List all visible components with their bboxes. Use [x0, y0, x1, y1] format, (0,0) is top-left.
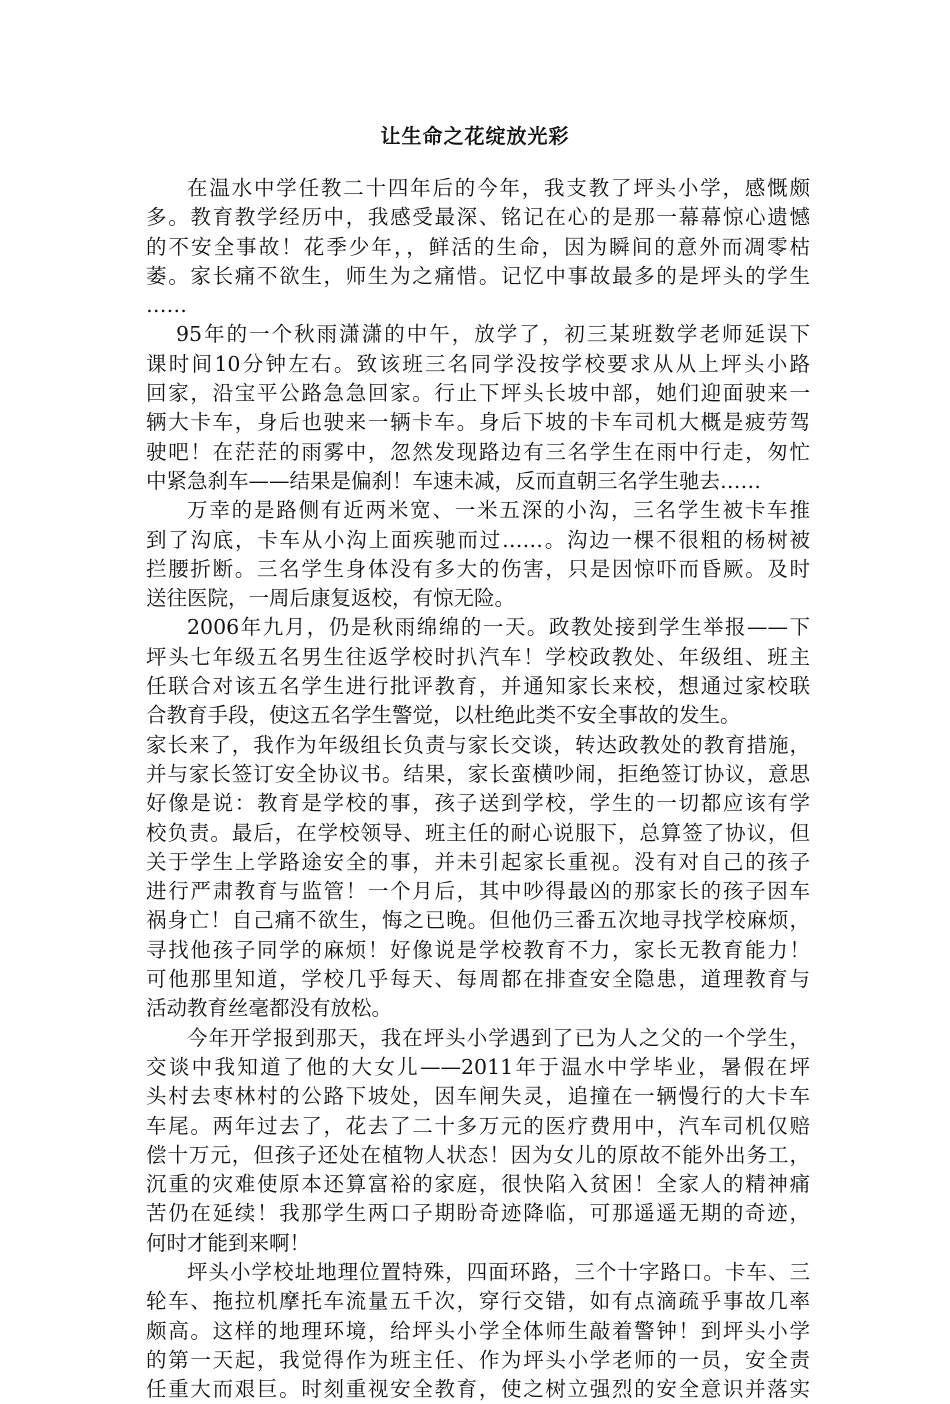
text-line: 任重大而艰巨。时刻重视安全教育，使之树立强烈的安全意识并落实: [146, 1377, 810, 1402]
text-line: 坪头七年级五名男生往返学校时扒汽车！学校政教处、年级组、班主: [146, 644, 810, 669]
text-line: 萎。家长痛不欲生，师生为之痛惜。记忆中事故最多的是坪头的学生: [146, 263, 810, 288]
text-line: 颇高。这样的地理环境，给坪头小学全体师生敲着警钟！到坪头小学: [146, 1318, 810, 1343]
text-line: 家长来了，我作为年级组长负责与家长交谈，转达政教处的教育措施，: [146, 732, 810, 757]
text-line: 校负责。最后，在学校领导、班主任的耐心说服下，总算签了协议，但: [146, 820, 810, 845]
text-line: 何时才能到来啊！: [146, 1230, 310, 1255]
text-line: 并与家长签订安全协议书。结果，家长蛮横吵闹，拒绝签订协议，意思: [146, 761, 810, 786]
text-line: 课时间10分钟左右。致该班三名同学没按学校要求从从上坪头小路: [146, 351, 810, 376]
text-line: 辆大卡车，身后也驶来一辆卡车。身后下坡的卡车司机大概是疲劳驾: [146, 410, 810, 435]
text-line: 进行严肃教育与监管！一个月后，其中吵得最凶的那家长的孩子因车: [146, 879, 810, 904]
text-line: 寻找他孩子同学的麻烦！好像说是学校教育不力，家长无教育能力！: [146, 937, 810, 962]
text-line: 活动教育丝毫都没有放松。: [146, 996, 392, 1021]
document-title: 让生命之花绽放光彩: [380, 124, 570, 148]
document-body: [146, 174, 810, 1404]
text-line: 车尾。两年过去了，花去了二十多万元的医疗费用中，汽车司机仅赔: [146, 1113, 810, 1138]
text-line: 在温水中学任教二十四年后的今年，我支教了坪头小学，感慨颇: [187, 176, 810, 200]
text-line: 拦腰折断。三名学生身体没有多大的伤害，只是因惊吓而昏厥。及时: [146, 556, 810, 581]
text-line: 今年开学报到那天，我在坪头小学遇到了已为人之父的一个学生，: [187, 1025, 810, 1050]
text-line: 好像是说：教育是学校的事，孩子送到学校，学生的一切都应该有学: [146, 791, 810, 816]
text-line: 送往医院，一周后康复返校，有惊无险。: [146, 586, 515, 611]
text-line: 万幸的是路侧有近两米宽、一米五深的小沟，三名学生被卡车推: [187, 498, 810, 523]
text-line: 2006年九月，仍是秋雨绵绵的一天。政教处接到学生举报——下: [187, 615, 810, 640]
text-line: 交谈中我知道了他的大女儿——2011年于温水中学毕业，暑假在坪: [146, 1054, 810, 1079]
text-line: 的第一天起，我觉得作为班主任、作为坪头小学老师的一员，安全责: [146, 1347, 810, 1372]
text-line: 苦仍在延续！我那学生两口子期盼奇迹降临，可那遥遥无期的奇迹，: [146, 1201, 810, 1226]
text-line: 坪头小学校址地理位置特殊，四面环路，三个十字路口。卡车、三: [187, 1259, 810, 1284]
text-line: 可他那里知道，学校几乎每天、每周都在排查安全隐患，道理教育与: [146, 967, 810, 992]
text-line: 祸身亡！自己痛不欲生，悔之已晚。但他仍三番五次地寻找学校麻烦，: [146, 908, 810, 933]
text-line: 的不安全事故！花季少年，，鲜活的生命，因为瞬间的意外而凋零枯: [146, 234, 810, 259]
text-line: 关于学生上学路途安全的事，并未引起家长重视。没有对自己的孩子: [146, 849, 810, 874]
text-line: 驶吧！在茫茫的雨雾中，忽然发现路边有三名学生在雨中行走，匆忙: [146, 439, 810, 464]
text-line: 沉重的灾难使原本还算富裕的家庭，很快陷入贫困！全家人的精神痛: [146, 1172, 810, 1197]
text-line: 回家，沿宝平公路急急回家。行止下坪头长坡中部，她们迎面驶来一: [146, 381, 810, 406]
text-line: 偿十万元，但孩子还处在植物人状态！因为女儿的原故不能外出务工，: [146, 1142, 810, 1167]
text-line: ……: [146, 293, 187, 318]
text-line: 中紧急刹车——结果是偏刹！车速未减，反而直朝三名学生驰去……: [146, 468, 761, 493]
text-line: 轮车、拖拉机摩托车流量五千次，穿行交错，如有点滴疏乎事故几率: [146, 1289, 810, 1314]
text-line: 任联合对该五名学生进行批评教育，并通知家长来校，想通过家校联: [146, 674, 810, 699]
text-line: 到了沟底，卡车从小沟上面疾驰而过……。沟边一棵不很粗的杨树被: [146, 527, 810, 552]
text-line: 95年的一个秋雨潇潇的中午，放学了，初三某班数学老师延误下: [176, 322, 810, 347]
text-line: 头村去枣林村的公路下坡处，因车闸失灵，追撞在一辆慢行的大卡车: [146, 1084, 810, 1109]
text-line: 多。教育教学经历中，我感受最深、铭记在心的是那一幕幕惊心遗憾: [146, 205, 810, 230]
text-line: 合教育手段，使这五名学生警觉，以杜绝此类不安全事故的发生。: [146, 703, 741, 728]
